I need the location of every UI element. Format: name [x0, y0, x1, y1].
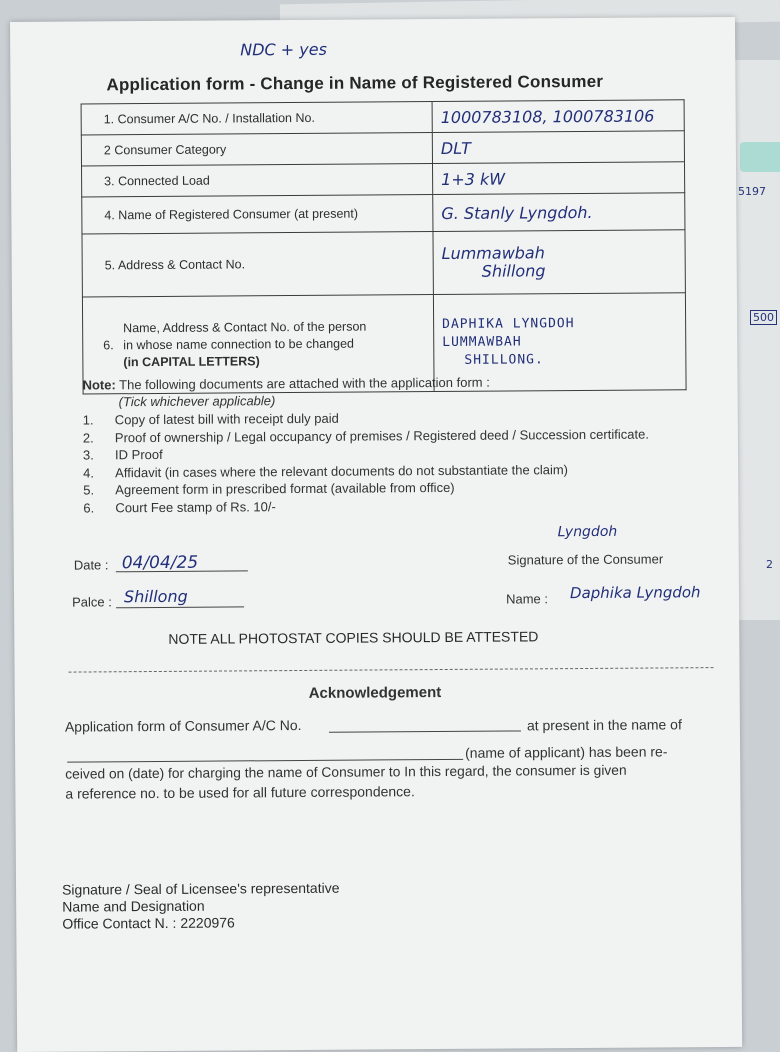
place-field[interactable] [116, 586, 244, 608]
documents-note: Note: The following documents are attached with the application form : [82, 374, 490, 393]
table-row [82, 162, 685, 197]
table-row [82, 230, 685, 297]
list-item[interactable]: 5. Agreement form in prescribed format (available from office) [83, 479, 455, 498]
name-label: Name : [505, 591, 548, 607]
sig-line: Office Contact N. : 2220976 [62, 914, 235, 932]
consumer-category-value[interactable]: DLT [432, 131, 684, 164]
table-row [81, 131, 684, 166]
side-mark: 5197 [738, 185, 766, 198]
attestation-note: NOTE ALL PHOTOSTAT COPIES SHOULD BE ATTESTED [168, 628, 539, 647]
ack-account-field[interactable] [329, 712, 521, 732]
ack-line-1a: Application form of Consumer A/C No. [64, 716, 302, 735]
row-label: 5. Address & Contact No. [82, 232, 433, 297]
table-row [82, 193, 685, 234]
row-label: 2 Consumer Category [81, 133, 432, 166]
ack-line-2: (name of applicant) has been re- [465, 743, 668, 761]
signature-label: Signature of the Consumer [507, 551, 664, 568]
documents-list [83, 407, 704, 516]
place-value: Shillong [123, 586, 188, 607]
account-number-value[interactable]: 1000783108, 1000783106 [432, 100, 684, 133]
new-consumer-value[interactable]: DAPHIKA LYNGDOH LUMMAWBAH SHILLONG. [433, 293, 686, 392]
row-label: 1. Consumer A/C No. / Installation No. [81, 102, 432, 135]
row-label: 4. Name of Registered Consumer (at present) [82, 195, 433, 234]
ack-line-4: a reference no. to be used for all future correspondence. [65, 783, 415, 802]
sig-line: Signature / Seal of Licensee's representative [62, 879, 340, 898]
list-item[interactable]: 4. Affidavit (in cases where the relevant documents do not substantiate the claim) [83, 461, 569, 481]
list-item[interactable]: 6. Court Fee stamp of Rs. 10/- [83, 498, 276, 515]
side-mark: 2 [766, 558, 773, 571]
handwritten-top-note: NDC + yes [240, 39, 327, 60]
row-label: 3. Connected Load [82, 164, 433, 197]
ack-line-1b: at present in the name of [526, 716, 682, 734]
form-title: Application form - Change in Name of Registered Consumer [106, 71, 604, 95]
licensee-signature-block [62, 880, 340, 933]
acknowledgement-title: Acknowledgement [308, 684, 442, 702]
ack-line-3: ceived on (date) for charging the name of Consumer to In this regard, the consumer is given [65, 762, 627, 782]
consumer-details-table [81, 99, 687, 394]
place-label: Palce : [71, 594, 112, 610]
ack-applicant-field[interactable] [67, 741, 463, 763]
list-item[interactable]: 3. ID Proof [82, 446, 163, 463]
row-label: 6. Name, Address & Contact No. of the person in whose name connection to be changed (in CAPITAL LETTERS) [82, 295, 434, 394]
cut-line [69, 667, 714, 673]
registered-consumer-value[interactable]: G. Stanly Lyngdoh. [433, 193, 685, 232]
list-item[interactable]: 2. Proof of ownership / Legal occupancy of premises / Registered deed / Succession certificate. [82, 426, 649, 446]
side-mark: 500 [750, 310, 777, 325]
connected-load-value[interactable]: 1+3 kW [432, 162, 684, 195]
name-value: Daphika Lyngdoh [569, 583, 701, 603]
sig-line: Name and Designation [62, 897, 205, 915]
consumer-signature: Lyngdoh [557, 523, 618, 541]
date-field[interactable] [116, 552, 248, 572]
application-form-paper [10, 17, 742, 1052]
date-value: 04/04/25 [121, 552, 199, 574]
list-item[interactable]: 1. Copy of latest bill with receipt duly paid [82, 410, 339, 428]
tick-instruction: (Tick whichever applicable) [118, 393, 276, 410]
date-label: Date : [73, 557, 109, 573]
address-value[interactable]: Lummawbah Shillong [433, 230, 685, 295]
background-teal-object [740, 142, 780, 172]
table-row [81, 100, 684, 135]
